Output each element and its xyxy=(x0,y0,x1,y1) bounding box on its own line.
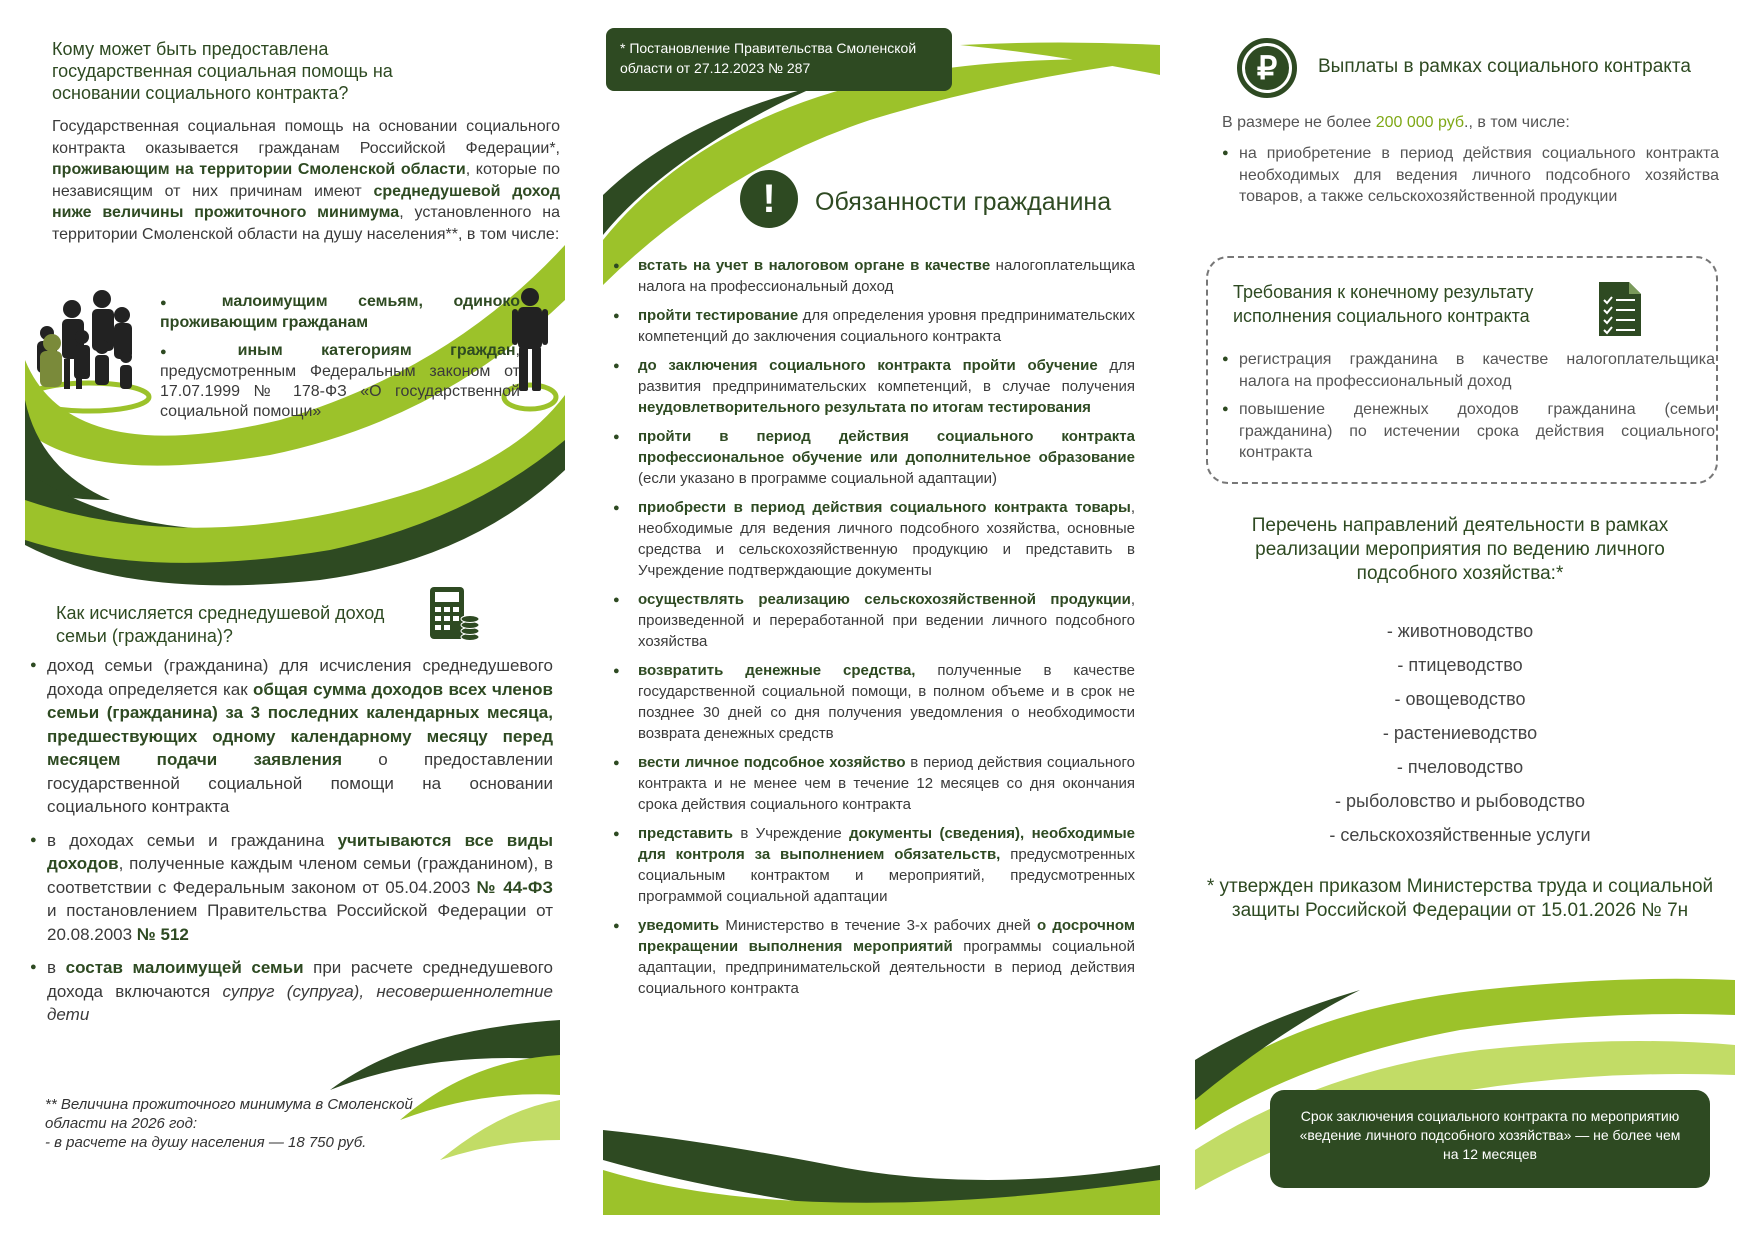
income-point xyxy=(30,654,553,819)
requirement-item: ● регистрация гражданина в качестве налогоплательщика налога на профессиональный доход xyxy=(1222,349,1715,392)
requirements-list xyxy=(1222,349,1715,471)
text-run: пройти в период действия социального контракта профессиональное обучение или дополнительное образование xyxy=(638,428,1135,466)
text-run: проживающим на территории Смоленской области xyxy=(52,161,466,178)
text-run: возвратить денежные средства, xyxy=(638,662,916,679)
contract-term-box: Срок заключения социального контракта по мероприятию «ведение личного подсобного хозяйства» — не более чем на 12 месяцев xyxy=(1270,1090,1710,1188)
footnote xyxy=(45,1095,425,1152)
direction-item: - растениеводство xyxy=(1382,723,1538,743)
text-run: , которые по независящим от них причинам имеют xyxy=(52,161,561,200)
duty-item xyxy=(610,255,1135,297)
payments-title: Выплаты в рамках социального контракта xyxy=(1318,56,1691,77)
category-list xyxy=(160,292,520,430)
direction-item: - овощеводство xyxy=(1394,689,1526,709)
text-run: , установленного на территории Смоленской области на душу населения**, в том числе: xyxy=(52,204,561,243)
duty-item xyxy=(610,752,1135,815)
category-item xyxy=(160,341,520,422)
duty-item xyxy=(610,497,1135,581)
text-run: общая сумма доходов всех членов семьи (гражданина) за 3 последних календарных месяца, предшествующих одному календарному месяцу перед месяцем подачи заявления xyxy=(47,679,553,769)
text-run: в период действия социального контракта и не менее чем в течение 12 месяцев со дня окончания срока действия социального контракта xyxy=(638,754,1135,813)
text-run: Министерство в течение 3-х рабочих дней xyxy=(719,917,1037,934)
text-run: полученные в качестве государственной социальной помощи, в полном объеме и в срок не позднее 30 дней со дня получения уведомления о необходимости возврата денежных средств xyxy=(638,662,1135,742)
text-run: документы (сведения), необходимые для контроля за выполнением обязательств, xyxy=(638,825,1135,863)
text-run: приобрести в период действия социального контракта товары xyxy=(638,499,1131,516)
text-run: , произведенной и переработанной при ведении личного подсобного хозяйства xyxy=(638,591,1135,650)
decree-box: * Постановление Правительства Смоленской области от 27.12.2023 № 287 xyxy=(606,28,952,91)
duty-item xyxy=(610,426,1135,489)
text-run: представить xyxy=(638,825,733,842)
text-run: № 512 xyxy=(136,924,189,944)
requirements-title: Требования к конечному результату исполнения социального контракта xyxy=(1233,282,1534,326)
bullet: ● xyxy=(160,346,238,358)
text-run: и постановлением Правительства Российской Федерации от 20.08.2003 xyxy=(47,901,553,944)
text-run: малоимущим семьям, одиноко проживающим гражданам xyxy=(160,293,520,331)
text-run: для развития предпринимательских компетенций, в случае получения xyxy=(638,357,1136,395)
requirement-item: ● повышение денежных доходов гражданина (семьи гражданина) по истечении срока действия социального контракта xyxy=(1222,399,1715,464)
approved-note: * утвержден приказом Министерства труда и социальной защиты Российской Федерации от 15.01.2026 № 7н xyxy=(1206,876,1714,921)
sum-prefix: В размере не более xyxy=(1222,114,1376,131)
text-run: среднедушевой доход ниже величины прожиточного минимума xyxy=(52,182,560,221)
text-run: в Учреждение xyxy=(732,825,850,842)
sum-suffix: ., в том числе: xyxy=(1464,114,1570,131)
bullet: ● xyxy=(160,297,222,309)
panel1-intro xyxy=(52,116,560,245)
direction-item: - птицеводство xyxy=(1397,655,1523,675)
checklist-document-icon xyxy=(1597,280,1643,338)
duty-item xyxy=(610,823,1135,907)
payment-point: ● на приобретение в период действия социального контракта необходимых для ведения личного подсобного хозяйства товаров, а также сельскохозяйственной продукции xyxy=(1222,143,1719,208)
duties-list xyxy=(610,255,1135,1007)
text-run: состав малоимущей семьи xyxy=(65,958,304,977)
income-point xyxy=(30,956,553,1027)
income-point xyxy=(30,829,553,947)
duty-item xyxy=(610,915,1135,999)
ruble-icon-inner: ₽ xyxy=(1245,46,1289,90)
text-run: предусмотренных социальным контрактом и мероприятий, предусмотренных программой социальной адаптации xyxy=(638,846,1135,905)
duties-title: Обязанности гражданина xyxy=(815,188,1112,216)
text-run: , полученные каждым членом семьи (гражданином), в соответствии с Федеральным законом от 05.04.2003 xyxy=(47,854,553,897)
duty-item xyxy=(610,660,1135,744)
duty-item xyxy=(610,589,1135,652)
text-run: (если указано в программе социальной адаптации) xyxy=(638,470,997,487)
text-run: Государственная социальная помощь на основании социального контракта оказывается гражданам Российской Федерации*, xyxy=(52,118,560,157)
text-run: вести личное подсобное хозяйство xyxy=(638,754,906,771)
text-run: до заключения социального контракта пройти обучение xyxy=(638,357,1098,374)
exclamation-icon: ! xyxy=(740,170,798,228)
payments-sum xyxy=(1222,114,1570,132)
text-run: , необходимые для ведения личного подсобного хозяйства, основные средства и сельскохозяйственную продукцию и представить в Учреждение подтверждающие документы xyxy=(638,499,1135,579)
panel1-title: Кому может быть предоставлена государственная социальная помощь на основании социального контракта? xyxy=(52,39,393,103)
duty-item xyxy=(610,305,1135,347)
text-run: о предоставлении государственной социальной помощи на основании социального контракта xyxy=(47,750,554,816)
text-run: в xyxy=(47,958,66,977)
direction-item: - животноводство xyxy=(1386,621,1534,641)
footnote-title: ** Величина прожиточного минимума в Смоленской области на 2026 год: xyxy=(45,1096,413,1132)
text-run: неудовлетворительного результата по итогам тестирования xyxy=(638,399,1091,416)
text-run: осуществлять реализацию сельскохозяйственной продукции xyxy=(638,591,1131,608)
family-icon xyxy=(22,285,157,415)
text-run: пройти тестирование xyxy=(638,307,799,324)
text-run: иным категориям граждан xyxy=(237,342,516,359)
text-run: уведомить xyxy=(638,917,720,934)
text-run: супруг (супруга), несовершеннолетние дети xyxy=(47,981,553,1024)
direction-item: - рыболовство и рыбоводство xyxy=(1335,791,1585,811)
text-run: программы социальной адаптации, предпринимательской деятельности в период действия социального контракта xyxy=(638,938,1135,997)
text-run: налогоплательщика налога на профессиональный доход xyxy=(638,257,1135,295)
direction-item: - сельскохозяйственные услуги xyxy=(1329,825,1591,845)
category-item xyxy=(160,292,520,333)
text-run: для определения уровня предпринимательских компетенций до заключения социального контракта xyxy=(638,307,1135,345)
footnote-value: - в расчете на душу населения — 18 750 руб. xyxy=(45,1134,367,1151)
text-run: , предусмотренным Федеральным законом от 17.07.1999 № 178-ФЗ «О государственной социальной помощи» xyxy=(160,342,520,420)
text-run: встать на учет в налоговом органе в качестве xyxy=(638,257,991,274)
directions-list xyxy=(1210,614,1710,852)
text-run: в доходах семьи и гражданина xyxy=(47,830,338,850)
income-list xyxy=(30,654,553,1037)
income-title: Как исчисляется среднедушевой доход семьи (гражданина)? xyxy=(56,603,385,646)
text-run: о досрочном прекращении выполнения мероприятий xyxy=(638,917,1135,955)
calculator-icon xyxy=(428,585,480,643)
direction-item: - пчеловодство xyxy=(1396,757,1524,777)
directions-title: Перечень направлений деятельности в рамках реализации мероприятия по ведению личного подсобного хозяйства:* xyxy=(1251,515,1669,584)
text-run: при расчете среднедушевого дохода включаются xyxy=(47,958,553,1001)
text-run: № 44-ФЗ xyxy=(476,877,553,897)
text-run: учитываются все виды доходов xyxy=(47,830,554,873)
sum-value: 200 000 руб xyxy=(1375,114,1465,131)
text-run: доход семьи (гражданина) для исчисления среднедушевого дохода определяется как xyxy=(47,656,553,699)
payments-list xyxy=(1222,143,1719,208)
duty-item xyxy=(610,355,1135,418)
